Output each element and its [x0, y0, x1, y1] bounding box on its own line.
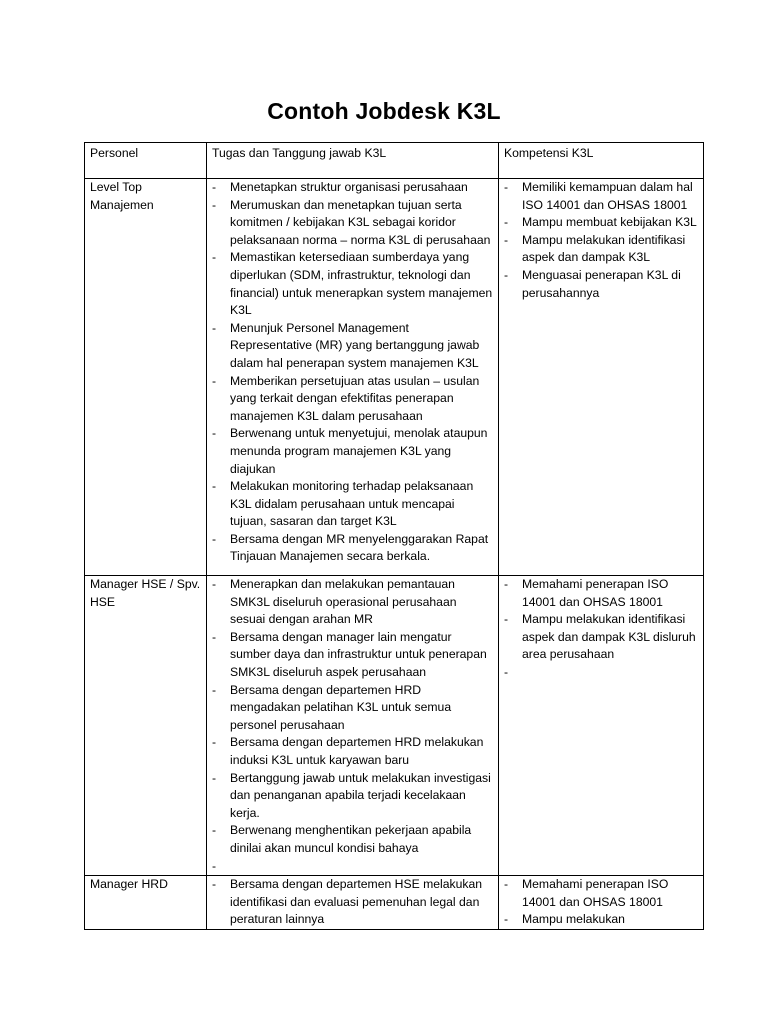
table-row — [85, 179, 704, 576]
header-tugas: Tugas dan Tanggung jawab K3L — [207, 143, 499, 179]
tugas-list — [212, 179, 493, 566]
list-item: - Bersama dengan departemen HSE melakukan identifikasi dan evaluasi pemenuhan legal dan peraturan lainnya — [212, 876, 493, 929]
table-row — [85, 876, 704, 930]
list-item: - Memahami penerapan ISO 14001 dan OHSAS 18001 — [504, 876, 698, 911]
list-item: - Berwenang untuk menyetujui, menolak ataupun menunda program manajemen K3L yang diajukan — [212, 425, 493, 478]
tugas-cell — [207, 179, 499, 576]
list-item: - Berwenang menghentikan pekerjaan apabila dinilai akan muncul kondisi bahaya — [212, 822, 493, 857]
kompetensi-cell — [499, 576, 704, 876]
list-item-empty — [504, 664, 698, 682]
list-item: - Menetapkan struktur organisasi perusahaan — [212, 179, 493, 197]
kompetensi-list — [504, 876, 698, 929]
tugas-list — [212, 576, 493, 875]
list-item: - Bersama dengan manager lain mengatur sumber daya dan infrastruktur untuk penerapan SMK3L diseluruh aspek perusahaan — [212, 629, 493, 682]
tugas-cell — [207, 876, 499, 930]
tugas-list — [212, 876, 493, 929]
list-item: - Menguasai penerapan K3L di perusahannya — [504, 267, 698, 302]
personel-cell: Manager HRD — [85, 876, 207, 930]
document-title: Contoh Jobdesk K3L — [267, 98, 501, 124]
header-kompetensi: Kompetensi K3L — [499, 143, 704, 179]
header-personel: Personel — [85, 143, 207, 179]
list-item: - Mampu membuat kebijakan K3L — [504, 214, 698, 232]
list-item: - Mampu melakukan identifikasi aspek dan dampak K3L disluruh area perusahaan — [504, 611, 698, 664]
list-item: - Melakukan monitoring terhadap pelaksanaan K3L didalam perusahaan untuk mencapai tujuan, sasaran dan target K3L — [212, 478, 493, 531]
list-item: - Memahami penerapan ISO 14001 dan OHSAS 18001 — [504, 576, 698, 611]
list-item: - Bersama dengan MR menyelenggarakan Rapat Tinjauan Manajemen secara berkala. — [212, 531, 493, 566]
personel-cell: Manager HSE / Spv. HSE — [85, 576, 207, 876]
personel-cell: Level Top Manajemen — [85, 179, 207, 576]
list-item: - Memastikan ketersediaan sumberdaya yang diperlukan (SDM, infrastruktur, teknologi dan financial) untuk menerapkan system manajemen K3L — [212, 249, 493, 319]
table-row — [85, 576, 704, 876]
tugas-cell — [207, 576, 499, 876]
list-item: - Bersama dengan departemen HRD mengadakan pelatihan K3L untuk semua personel perusahaan — [212, 682, 493, 735]
list-item: - Memberikan persetujuan atas usulan – usulan yang terkait dengan efektifitas penerapan manajemen K3L dalam perusahaan — [212, 373, 493, 426]
table-header-row — [85, 143, 704, 179]
list-item: - Bertanggung jawab untuk melakukan investigasi dan penanganan apabila terjadi kecelakaan kerja. — [212, 770, 493, 823]
list-item-empty — [212, 858, 493, 876]
kompetensi-list — [504, 576, 698, 682]
list-item: - Merumuskan dan menetapkan tujuan serta komitmen / kebijakan K3L sebagai koridor pelaksanaan norma – norma K3L di perusahaan — [212, 197, 493, 250]
list-item: - Mampu melakukan identifikasi aspek dan dampak K3L — [504, 232, 698, 267]
kompetensi-list — [504, 179, 698, 302]
list-item: - Menerapkan dan melakukan pemantauan SMK3L diseluruh operasional perusahaan sesuai dengan arahan MR — [212, 576, 493, 629]
list-item: - Mampu melakukan — [504, 911, 698, 929]
kompetensi-cell — [499, 876, 704, 930]
kompetensi-cell — [499, 179, 704, 576]
list-item: - Memiliki kemampuan dalam hal ISO 14001 dan OHSAS 18001 — [504, 179, 698, 214]
list-item: - Menunjuk Personel Management Representative (MR) yang bertanggung jawab dalam hal penerapan system manajemen K3L — [212, 320, 493, 373]
list-item: - Bersama dengan departemen HRD melakukan induksi K3L untuk karyawan baru — [212, 734, 493, 769]
jobdesk-table — [84, 142, 704, 930]
